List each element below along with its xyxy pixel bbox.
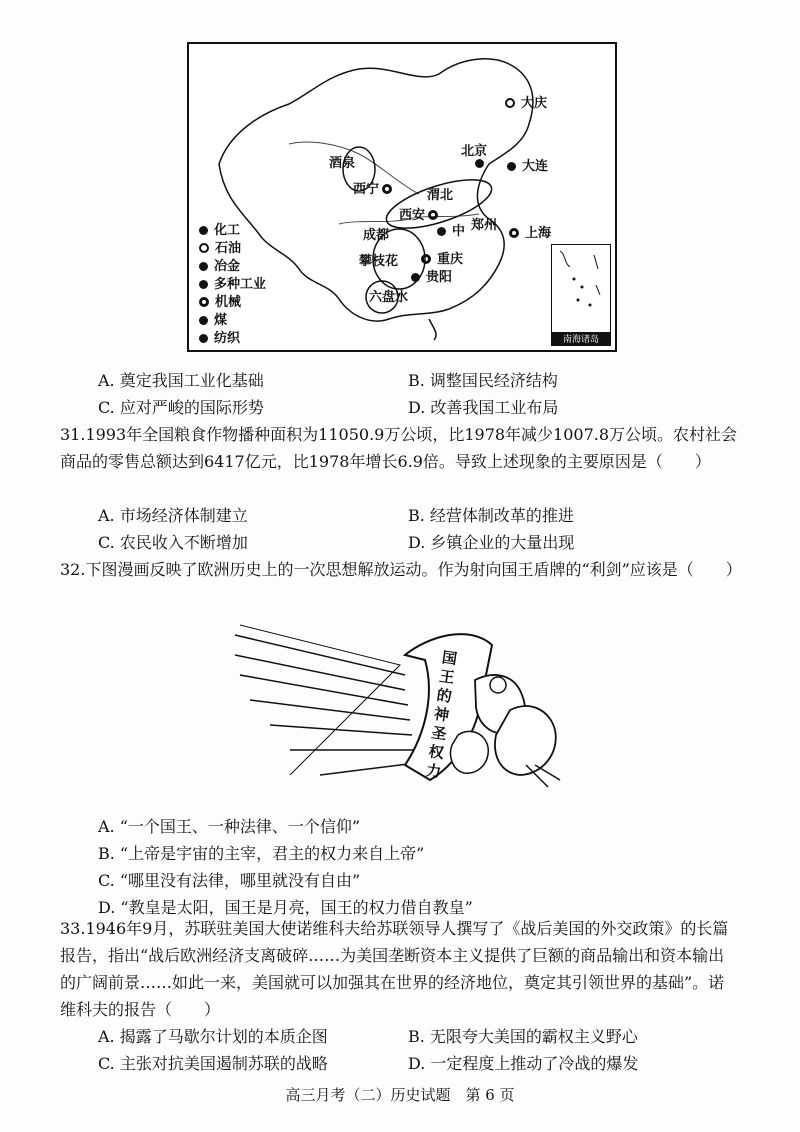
- south-china-sea-inset: [551, 244, 611, 346]
- q31-option-a[interactable]: A. 市场经济体制建立: [98, 506, 248, 525]
- q30-option-d[interactable]: D. 改善我国工业布局: [408, 398, 559, 417]
- q33-stem: 33.1946年9月，苏联驻美国大使诺维科夫给苏联领导人撰写了《战后美国的外交政策》的长篇报告，指出“战后欧洲经济支离破碎……为美国垄断资本主义提供了巨额的商品输出和资本输出的广阔前景……如此一来，美国就可以加强其在世界的经济地位，奠定其引领世界的基础”。诺维科夫的报告（ ）: [60, 919, 729, 1019]
- q32-stem: 32.下图漫画反映了欧洲历史上的一次思想解放运动。作为射向国王盾牌的“利剑”应该是（ ）: [60, 560, 742, 579]
- q30-option-c[interactable]: C. 应对严峻的国际形势: [98, 398, 264, 417]
- q33-option-d[interactable]: D. 一定程度上推动了冷战的爆发: [408, 1054, 639, 1073]
- city-shanghai: 上海: [509, 222, 551, 241]
- city-chengdu: 成都: [363, 228, 390, 243]
- q32-option-a[interactable]: A. “一个国王、一种法律、一个信仰”: [98, 817, 361, 836]
- city-liupanshui: 六盘水: [369, 290, 409, 305]
- legend-textile: 纺织: [199, 330, 266, 348]
- map-legend: [199, 222, 266, 348]
- legend-multi-industry: 多种工业: [199, 276, 266, 294]
- legend-chemical: 化工: [199, 222, 266, 240]
- city-guiyang: 贵阳: [411, 266, 452, 285]
- q32-option-c[interactable]: C. “哪里没有法律，哪里就没有自由”: [98, 871, 361, 890]
- q33-option-c[interactable]: C. 主张对抗美国遏制苏联的战略: [98, 1054, 328, 1073]
- city-xining: 西宁: [353, 178, 398, 197]
- shield-text: 国王的神圣权力: [424, 648, 459, 782]
- city-dalian: 大连: [507, 155, 548, 174]
- q33-option-a[interactable]: A. 揭露了马歇尔计划的本质企图: [98, 1027, 328, 1046]
- china-industry-map: [187, 42, 617, 352]
- city-beijing: 北京: [461, 144, 488, 159]
- q31-option-b[interactable]: B. 经营体制改革的推进: [408, 506, 574, 525]
- city-panzhihua: 攀枝花: [359, 254, 399, 269]
- q31-stem: 31.1993年全国粮食作物播种面积为11050.9万公顷，比1978年减少1007.8万公顷。农村社会商品的零售总额达到6417亿元，比1978年增长6.9倍。导致上述现象的主要原因是（ ）: [60, 425, 738, 471]
- q32-option-d[interactable]: D. “教皇是太阳，国王是月亮，国王的权力借自教皇”: [98, 898, 473, 917]
- legend-machinery: 机械: [199, 294, 266, 312]
- legend-metallurgy: 冶金: [199, 258, 266, 276]
- city-beijing-dot: [475, 156, 490, 171]
- q30-option-b[interactable]: B. 调整国民经济结构: [408, 371, 558, 390]
- city-weibei: 渭北: [427, 188, 454, 203]
- page-footer: 高三月考（二）历史试题 第 6 页: [285, 1086, 515, 1104]
- inset-islands: [552, 245, 608, 329]
- city-xian: 西安: [399, 204, 444, 223]
- q33-option-b[interactable]: B. 无限夸大美国的霸权主义野心: [408, 1027, 638, 1046]
- city-daqing: 大庆: [505, 92, 547, 111]
- inset-label: 南海诸岛: [552, 332, 610, 345]
- city-jiuquan: 酒泉: [329, 156, 356, 171]
- king-shield-cartoon: [230, 615, 570, 790]
- q30-option-a[interactable]: A. 奠定我国工业化基础: [98, 371, 264, 390]
- q31-option-d[interactable]: D. 乡镇企业的大量出现: [408, 533, 575, 552]
- city-chongqing: 重庆: [421, 248, 463, 267]
- cartoon-drawing: [230, 615, 570, 790]
- legend-oil: 石油: [199, 240, 266, 258]
- city-zhong: 中: [437, 220, 465, 239]
- city-zhengzhou: 郑州: [471, 218, 498, 233]
- q32-option-b[interactable]: B. “上帝是宇宙的主宰，君主的权力来自上帝”: [98, 844, 425, 863]
- legend-coal: 煤: [199, 312, 266, 330]
- q31-option-c[interactable]: C. 农民收入不断增加: [98, 533, 248, 552]
